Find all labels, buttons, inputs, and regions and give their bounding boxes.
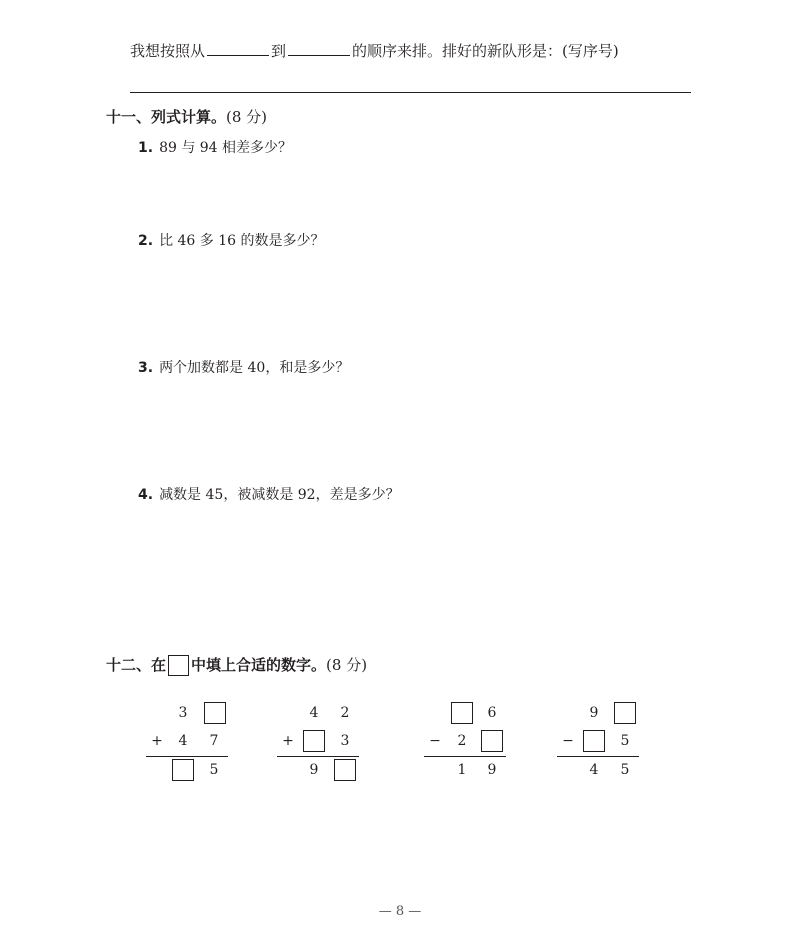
fill-blank-to[interactable] [288, 41, 350, 56]
answer-box[interactable] [204, 702, 226, 724]
answer-box[interactable] [614, 702, 636, 724]
answer-box[interactable] [172, 759, 194, 781]
section-12-heading-a: 十二、在 [106, 656, 167, 674]
digit: 9 [309, 762, 319, 778]
digit: 3 [178, 705, 188, 721]
digit: 6 [487, 705, 497, 721]
operator: − [429, 733, 441, 749]
section-11-points: (8 分) [226, 108, 268, 126]
answer-line[interactable] [130, 92, 691, 93]
section-11-heading: 十一、列式计算。 [106, 108, 227, 126]
example-box-icon [168, 655, 189, 676]
digit: 5 [620, 733, 630, 749]
question-1 [138, 137, 292, 157]
digit: 7 [209, 733, 219, 749]
page-number: — 8 — [378, 904, 422, 919]
section-12-points: (8 分) [326, 656, 368, 674]
intro-part1: 我想按照从 [130, 42, 206, 60]
difference-line [424, 756, 506, 757]
question-number: 4. [138, 487, 154, 503]
question-text: 两个加数都是 40，和是多少？ [159, 360, 350, 376]
digit: 5 [209, 762, 219, 778]
digit: 2 [457, 733, 467, 749]
digit: 4 [589, 762, 599, 778]
answer-box[interactable] [303, 730, 325, 752]
answer-box[interactable] [451, 702, 473, 724]
sum-line [277, 756, 359, 757]
digit: 3 [340, 733, 350, 749]
digit: 4 [309, 705, 319, 721]
difference-line [557, 756, 639, 757]
intro-part2: 到 [271, 42, 287, 60]
question-text: 比 46 多 16 的数是多少？ [159, 233, 325, 249]
digit: 9 [487, 762, 497, 778]
digit: 4 [178, 733, 188, 749]
question-number: 1. [138, 140, 154, 156]
question-text: 89 与 94 相差多少？ [159, 140, 293, 156]
question-text: 减数是 45，被减数是 92，差是多少？ [159, 487, 400, 503]
intro-sentence [130, 40, 619, 61]
fill-blank-from[interactable] [207, 41, 269, 56]
sum-line [146, 756, 228, 757]
question-number: 3. [138, 360, 154, 376]
digit: 1 [457, 762, 467, 778]
answer-box[interactable] [481, 730, 503, 752]
vertical-problem-1 [146, 702, 230, 782]
question-4 [138, 484, 400, 504]
section-11-title [106, 106, 267, 127]
operator: − [562, 733, 574, 749]
question-number: 2. [138, 233, 154, 249]
question-3 [138, 357, 349, 377]
section-12-title [106, 654, 367, 676]
intro-part3: 的顺序来排。排好的新队形是：(写序号) [352, 42, 619, 60]
question-2 [138, 230, 325, 250]
operator: + [151, 733, 163, 749]
answer-box[interactable] [334, 759, 356, 781]
operator: + [282, 733, 294, 749]
vertical-problem-4 [557, 702, 641, 782]
answer-box[interactable] [583, 730, 605, 752]
section-12-heading-b: 中填上合适的数字。 [191, 656, 327, 674]
digit: 9 [589, 705, 599, 721]
vertical-problem-2 [277, 702, 361, 782]
vertical-problem-3 [424, 702, 508, 782]
digit: 2 [340, 705, 350, 721]
digit: 5 [620, 762, 630, 778]
